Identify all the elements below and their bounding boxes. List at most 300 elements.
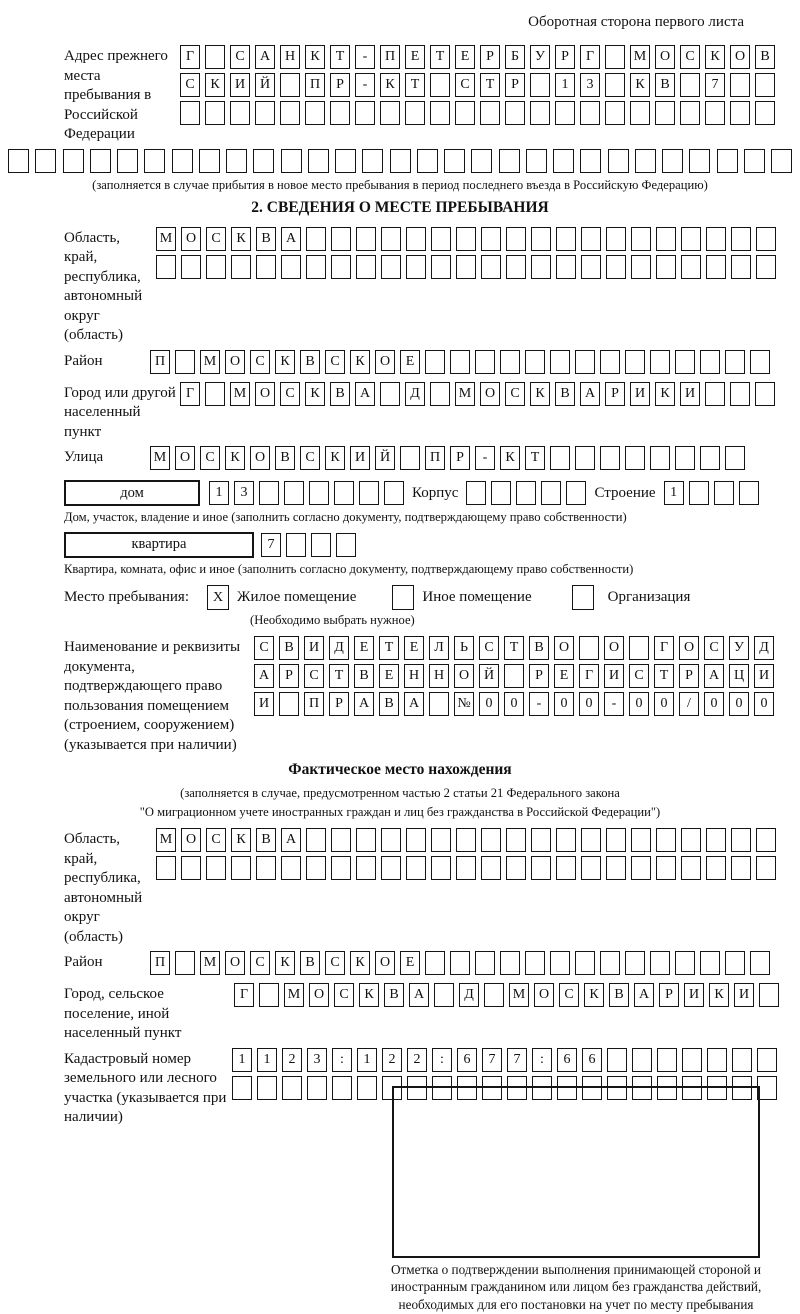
char-cell[interactable]: Р <box>279 664 299 688</box>
char-cell[interactable]: Е <box>455 45 475 69</box>
char-cell[interactable] <box>429 692 449 716</box>
char-cell[interactable] <box>689 149 710 173</box>
char-cell[interactable] <box>231 255 251 279</box>
char-cell[interactable] <box>681 856 701 880</box>
char-cell[interactable] <box>581 227 601 251</box>
char-cell[interactable]: О <box>175 446 195 470</box>
char-cell[interactable] <box>253 149 274 173</box>
char-cell[interactable] <box>575 446 595 470</box>
char-cell[interactable] <box>650 446 670 470</box>
char-cell[interactable]: 1 <box>232 1048 252 1072</box>
char-cell[interactable] <box>606 227 626 251</box>
char-cell[interactable] <box>575 951 595 975</box>
document-line2[interactable] <box>254 664 800 688</box>
char-cell[interactable]: К <box>225 446 245 470</box>
char-cell[interactable] <box>755 73 775 97</box>
char-cell[interactable]: К <box>350 951 370 975</box>
char-cell[interactable] <box>756 227 776 251</box>
char-cell[interactable]: 0 <box>629 692 649 716</box>
char-cell[interactable] <box>359 481 379 505</box>
char-cell[interactable] <box>144 149 165 173</box>
char-cell[interactable] <box>555 101 575 125</box>
char-cell[interactable] <box>206 856 226 880</box>
char-cell[interactable] <box>608 149 629 173</box>
char-cell[interactable] <box>181 856 201 880</box>
char-cell[interactable] <box>556 227 576 251</box>
char-cell[interactable] <box>575 350 595 374</box>
actual-region-line1[interactable] <box>156 828 800 852</box>
char-cell[interactable] <box>406 227 426 251</box>
char-cell[interactable]: 1 <box>209 481 229 505</box>
char-cell[interactable]: Р <box>480 45 500 69</box>
char-cell[interactable] <box>475 350 495 374</box>
char-cell[interactable]: 1 <box>664 481 684 505</box>
char-cell[interactable] <box>757 1048 777 1072</box>
char-cell[interactable]: А <box>254 664 274 688</box>
char-cell[interactable]: 7 <box>507 1048 527 1072</box>
char-cell[interactable] <box>606 828 626 852</box>
char-cell[interactable] <box>680 73 700 97</box>
char-cell[interactable] <box>425 350 445 374</box>
char-cell[interactable] <box>756 856 776 880</box>
char-cell[interactable] <box>656 828 676 852</box>
char-cell[interactable]: - <box>604 692 624 716</box>
char-cell[interactable] <box>380 101 400 125</box>
char-cell[interactable]: У <box>530 45 550 69</box>
char-cell[interactable]: О <box>554 636 574 660</box>
char-cell[interactable]: К <box>205 73 225 97</box>
char-cell[interactable]: Е <box>404 636 424 660</box>
char-cell[interactable] <box>432 1076 452 1100</box>
char-cell[interactable] <box>431 828 451 852</box>
char-cell[interactable]: Е <box>405 45 425 69</box>
char-cell[interactable] <box>771 149 792 173</box>
char-cell[interactable] <box>731 856 751 880</box>
char-cell[interactable] <box>675 446 695 470</box>
char-cell[interactable] <box>650 951 670 975</box>
char-cell[interactable] <box>681 255 701 279</box>
char-cell[interactable]: С <box>180 73 200 97</box>
char-cell[interactable] <box>156 255 176 279</box>
char-cell[interactable]: К <box>231 828 251 852</box>
char-cell[interactable]: 6 <box>582 1048 602 1072</box>
char-cell[interactable] <box>506 828 526 852</box>
char-cell[interactable] <box>430 101 450 125</box>
char-cell[interactable]: Д <box>459 983 479 1007</box>
char-cell[interactable] <box>431 255 451 279</box>
char-cell[interactable] <box>657 1048 677 1072</box>
char-cell[interactable] <box>475 951 495 975</box>
char-cell[interactable] <box>632 1076 652 1100</box>
char-cell[interactable] <box>356 856 376 880</box>
char-cell[interactable] <box>550 951 570 975</box>
char-cell[interactable] <box>530 101 550 125</box>
char-cell[interactable] <box>717 149 738 173</box>
char-cell[interactable] <box>725 951 745 975</box>
char-cell[interactable] <box>434 983 454 1007</box>
char-cell[interactable]: У <box>729 636 749 660</box>
char-cell[interactable]: Р <box>505 73 525 97</box>
char-cell[interactable] <box>231 856 251 880</box>
char-cell[interactable] <box>406 828 426 852</box>
char-cell[interactable]: О <box>655 45 675 69</box>
char-cell[interactable] <box>731 255 751 279</box>
char-cell[interactable]: С <box>206 828 226 852</box>
document-line1[interactable] <box>254 636 800 660</box>
char-cell[interactable]: Н <box>429 664 449 688</box>
char-cell[interactable] <box>580 101 600 125</box>
char-cell[interactable]: О <box>250 446 270 470</box>
char-cell[interactable] <box>357 1076 377 1100</box>
char-cell[interactable] <box>309 481 329 505</box>
char-cell[interactable]: С <box>206 227 226 251</box>
char-cell[interactable]: П <box>425 446 445 470</box>
char-cell[interactable] <box>550 350 570 374</box>
char-cell[interactable] <box>600 951 620 975</box>
char-cell[interactable]: М <box>156 227 176 251</box>
char-cell[interactable]: № <box>454 692 474 716</box>
char-cell[interactable]: О <box>604 636 624 660</box>
char-cell[interactable] <box>605 45 625 69</box>
char-cell[interactable] <box>8 149 29 173</box>
char-cell[interactable]: К <box>705 45 725 69</box>
char-cell[interactable]: О <box>225 350 245 374</box>
char-cell[interactable]: С <box>455 73 475 97</box>
region-line2[interactable] <box>156 255 800 279</box>
char-cell[interactable]: 0 <box>579 692 599 716</box>
char-cell[interactable]: 7 <box>482 1048 502 1072</box>
char-cell[interactable]: О <box>679 636 699 660</box>
char-cell[interactable] <box>705 382 725 406</box>
char-cell[interactable]: О <box>454 664 474 688</box>
char-cell[interactable]: О <box>480 382 500 406</box>
char-cell[interactable] <box>755 101 775 125</box>
char-cell[interactable] <box>356 227 376 251</box>
char-cell[interactable]: 0 <box>479 692 499 716</box>
char-cell[interactable]: К <box>350 350 370 374</box>
char-cell[interactable] <box>382 1076 402 1100</box>
char-cell[interactable] <box>456 856 476 880</box>
char-cell[interactable]: О <box>730 45 750 69</box>
char-cell[interactable]: С <box>254 636 274 660</box>
char-cell[interactable] <box>281 856 301 880</box>
char-cell[interactable] <box>381 255 401 279</box>
char-cell[interactable] <box>226 149 247 173</box>
char-cell[interactable] <box>600 446 620 470</box>
char-cell[interactable] <box>650 350 670 374</box>
char-cell[interactable] <box>362 149 383 173</box>
char-cell[interactable]: В <box>555 382 575 406</box>
char-cell[interactable] <box>656 255 676 279</box>
char-cell[interactable]: В <box>755 45 775 69</box>
char-cell[interactable] <box>431 227 451 251</box>
char-cell[interactable]: 0 <box>504 692 524 716</box>
char-cell[interactable]: А <box>281 828 301 852</box>
char-cell[interactable]: К <box>584 983 604 1007</box>
char-cell[interactable] <box>181 255 201 279</box>
char-cell[interactable]: 1 <box>555 73 575 97</box>
char-cell[interactable] <box>500 951 520 975</box>
char-cell[interactable] <box>335 149 356 173</box>
char-cell[interactable] <box>631 828 651 852</box>
char-cell[interactable] <box>406 255 426 279</box>
char-cell[interactable] <box>750 951 770 975</box>
char-cell[interactable]: О <box>375 951 395 975</box>
char-cell[interactable]: 6 <box>457 1048 477 1072</box>
char-cell[interactable]: 3 <box>307 1048 327 1072</box>
char-cell[interactable] <box>306 255 326 279</box>
char-cell[interactable] <box>553 149 574 173</box>
char-cell[interactable] <box>430 73 450 97</box>
char-cell[interactable]: Т <box>430 45 450 69</box>
char-cell[interactable]: С <box>680 45 700 69</box>
char-cell[interactable] <box>750 350 770 374</box>
char-cell[interactable]: С <box>325 350 345 374</box>
char-cell[interactable] <box>635 149 656 173</box>
char-cell[interactable] <box>731 828 751 852</box>
char-cell[interactable]: : <box>532 1048 552 1072</box>
char-cell[interactable] <box>282 1076 302 1100</box>
char-cell[interactable] <box>286 533 306 557</box>
char-cell[interactable]: П <box>305 73 325 97</box>
char-cell[interactable] <box>504 664 524 688</box>
char-cell[interactable]: Т <box>329 664 349 688</box>
char-cell[interactable] <box>381 227 401 251</box>
char-cell[interactable]: В <box>300 350 320 374</box>
other-premises-checkbox[interactable] <box>392 585 414 610</box>
char-cell[interactable] <box>306 856 326 880</box>
char-cell[interactable]: К <box>325 446 345 470</box>
char-cell[interactable]: М <box>150 446 170 470</box>
char-cell[interactable]: М <box>200 350 220 374</box>
char-cell[interactable] <box>206 255 226 279</box>
char-cell[interactable]: П <box>150 350 170 374</box>
char-cell[interactable]: В <box>379 692 399 716</box>
char-cell[interactable] <box>756 828 776 852</box>
char-cell[interactable] <box>307 1076 327 1100</box>
char-cell[interactable]: П <box>150 951 170 975</box>
char-cell[interactable] <box>606 856 626 880</box>
char-cell[interactable] <box>657 1076 677 1100</box>
char-cell[interactable] <box>230 101 250 125</box>
char-cell[interactable]: В <box>256 828 276 852</box>
char-cell[interactable] <box>400 446 420 470</box>
char-cell[interactable] <box>205 45 225 69</box>
char-cell[interactable]: А <box>355 382 375 406</box>
char-cell[interactable] <box>625 350 645 374</box>
char-cell[interactable]: 3 <box>234 481 254 505</box>
char-cell[interactable] <box>556 828 576 852</box>
char-cell[interactable] <box>755 382 775 406</box>
char-cell[interactable]: И <box>230 73 250 97</box>
char-cell[interactable] <box>629 636 649 660</box>
char-cell[interactable] <box>707 1048 727 1072</box>
char-cell[interactable]: Р <box>605 382 625 406</box>
char-cell[interactable]: 0 <box>754 692 774 716</box>
char-cell[interactable] <box>259 983 279 1007</box>
char-cell[interactable] <box>625 446 645 470</box>
char-cell[interactable] <box>484 983 504 1007</box>
char-cell[interactable] <box>417 149 438 173</box>
actual-city-line1[interactable] <box>234 983 800 1007</box>
char-cell[interactable] <box>675 951 695 975</box>
char-cell[interactable] <box>257 1076 277 1100</box>
char-cell[interactable]: - <box>529 692 549 716</box>
char-cell[interactable]: Е <box>354 636 374 660</box>
char-cell[interactable]: К <box>275 350 295 374</box>
char-cell[interactable]: 1 <box>357 1048 377 1072</box>
district-line1[interactable] <box>150 350 800 374</box>
char-cell[interactable] <box>471 149 492 173</box>
char-cell[interactable]: О <box>181 227 201 251</box>
char-cell[interactable]: Е <box>554 664 574 688</box>
char-cell[interactable] <box>631 856 651 880</box>
char-cell[interactable] <box>279 692 299 716</box>
char-cell[interactable]: С <box>629 664 649 688</box>
char-cell[interactable]: В <box>384 983 404 1007</box>
char-cell[interactable]: И <box>684 983 704 1007</box>
char-cell[interactable] <box>90 149 111 173</box>
char-cell[interactable] <box>456 255 476 279</box>
char-cell[interactable]: М <box>455 382 475 406</box>
cadastral-line1[interactable] <box>232 1048 800 1072</box>
char-cell[interactable] <box>681 227 701 251</box>
actual-district-line1[interactable] <box>150 951 800 975</box>
char-cell[interactable]: А <box>704 664 724 688</box>
char-cell[interactable] <box>581 255 601 279</box>
char-cell[interactable]: Т <box>480 73 500 97</box>
char-cell[interactable] <box>456 828 476 852</box>
char-cell[interactable] <box>732 1076 752 1100</box>
char-cell[interactable]: И <box>350 446 370 470</box>
char-cell[interactable] <box>730 73 750 97</box>
char-cell[interactable]: С <box>280 382 300 406</box>
char-cell[interactable]: 0 <box>654 692 674 716</box>
char-cell[interactable]: О <box>255 382 275 406</box>
residential-checkbox[interactable]: X <box>207 585 229 610</box>
char-cell[interactable] <box>706 856 726 880</box>
char-cell[interactable] <box>607 1076 627 1100</box>
city-line1[interactable] <box>180 382 800 406</box>
char-cell[interactable]: И <box>630 382 650 406</box>
char-cell[interactable]: Т <box>330 45 350 69</box>
char-cell[interactable] <box>500 350 520 374</box>
char-cell[interactable]: / <box>679 692 699 716</box>
char-cell[interactable]: 0 <box>554 692 574 716</box>
char-cell[interactable] <box>581 856 601 880</box>
cadastral-line2[interactable] <box>232 1076 800 1100</box>
char-cell[interactable]: В <box>354 664 374 688</box>
char-cell[interactable] <box>281 149 302 173</box>
char-cell[interactable] <box>759 983 779 1007</box>
char-cell[interactable]: В <box>275 446 295 470</box>
char-cell[interactable] <box>531 255 551 279</box>
char-cell[interactable] <box>541 481 561 505</box>
char-cell[interactable]: Т <box>654 664 674 688</box>
korpus-cells[interactable] <box>466 481 586 505</box>
char-cell[interactable] <box>705 101 725 125</box>
char-cell[interactable] <box>444 149 465 173</box>
char-cell[interactable]: И <box>734 983 754 1007</box>
char-cell[interactable] <box>531 856 551 880</box>
char-cell[interactable]: К <box>275 951 295 975</box>
char-cell[interactable]: П <box>380 45 400 69</box>
char-cell[interactable]: С <box>200 446 220 470</box>
char-cell[interactable]: А <box>404 692 424 716</box>
char-cell[interactable]: К <box>500 446 520 470</box>
char-cell[interactable]: О <box>181 828 201 852</box>
char-cell[interactable] <box>506 227 526 251</box>
char-cell[interactable]: В <box>256 227 276 251</box>
char-cell[interactable] <box>405 101 425 125</box>
char-cell[interactable] <box>63 149 84 173</box>
char-cell[interactable]: М <box>630 45 650 69</box>
char-cell[interactable] <box>390 149 411 173</box>
char-cell[interactable]: Т <box>504 636 524 660</box>
char-cell[interactable] <box>456 227 476 251</box>
char-cell[interactable]: И <box>304 636 324 660</box>
char-cell[interactable]: А <box>281 227 301 251</box>
char-cell[interactable] <box>450 951 470 975</box>
char-cell[interactable]: И <box>254 692 274 716</box>
char-cell[interactable] <box>600 350 620 374</box>
char-cell[interactable]: Р <box>450 446 470 470</box>
char-cell[interactable]: Й <box>479 664 499 688</box>
char-cell[interactable]: Р <box>529 664 549 688</box>
char-cell[interactable] <box>706 828 726 852</box>
char-cell[interactable] <box>450 350 470 374</box>
char-cell[interactable]: О <box>225 951 245 975</box>
char-cell[interactable]: О <box>309 983 329 1007</box>
char-cell[interactable] <box>306 227 326 251</box>
char-cell[interactable] <box>681 828 701 852</box>
char-cell[interactable] <box>172 149 193 173</box>
char-cell[interactable]: Г <box>654 636 674 660</box>
char-cell[interactable] <box>466 481 486 505</box>
char-cell[interactable] <box>281 255 301 279</box>
prev-address-line3[interactable] <box>180 101 800 125</box>
char-cell[interactable] <box>334 481 354 505</box>
char-cell[interactable] <box>117 149 138 173</box>
char-cell[interactable] <box>308 149 329 173</box>
char-cell[interactable] <box>739 481 759 505</box>
char-cell[interactable] <box>656 227 676 251</box>
char-cell[interactable] <box>580 149 601 173</box>
char-cell[interactable]: В <box>279 636 299 660</box>
char-cell[interactable]: Г <box>579 664 599 688</box>
char-cell[interactable]: Р <box>659 983 679 1007</box>
char-cell[interactable]: К <box>630 73 650 97</box>
char-cell[interactable]: А <box>255 45 275 69</box>
char-cell[interactable]: С <box>250 350 270 374</box>
char-cell[interactable] <box>700 951 720 975</box>
char-cell[interactable] <box>525 951 545 975</box>
char-cell[interactable]: Ь <box>454 636 474 660</box>
char-cell[interactable] <box>631 227 651 251</box>
char-cell[interactable] <box>280 101 300 125</box>
char-cell[interactable]: М <box>156 828 176 852</box>
char-cell[interactable]: Т <box>405 73 425 97</box>
char-cell[interactable] <box>557 1076 577 1100</box>
char-cell[interactable] <box>655 101 675 125</box>
char-cell[interactable] <box>256 856 276 880</box>
char-cell[interactable]: М <box>284 983 304 1007</box>
char-cell[interactable]: С <box>304 664 324 688</box>
char-cell[interactable] <box>525 350 545 374</box>
char-cell[interactable]: П <box>304 692 324 716</box>
char-cell[interactable]: Г <box>180 45 200 69</box>
char-cell[interactable]: С <box>704 636 724 660</box>
